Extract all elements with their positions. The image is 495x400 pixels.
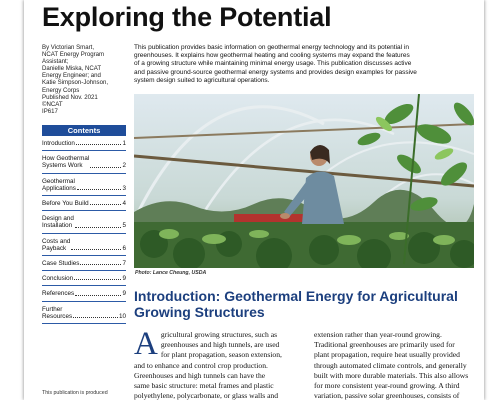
- toc-item[interactable]: [42, 215, 126, 229]
- section-heading: Introduction: Geothermal Energy for Agricultural Growing Structures: [134, 288, 458, 320]
- toc-item[interactable]: [42, 306, 126, 320]
- body-line: through automated climate controls, and generally: [314, 360, 467, 370]
- toc-item[interactable]: [42, 238, 126, 252]
- toc-page-number: 2: [122, 162, 126, 170]
- toc-page-number: 3: [122, 184, 126, 192]
- toc-list: [42, 140, 126, 324]
- toc-leader: [90, 203, 122, 205]
- page-title: Exploring the Potential: [42, 2, 332, 32]
- toc-divider: [42, 285, 126, 286]
- body-column-1: [134, 326, 294, 400]
- table-of-contents: [42, 125, 126, 324]
- author-line: Katie Simpson-Johnson,: [42, 79, 109, 87]
- body-line: for plant propagation, season extension,: [160, 350, 282, 360]
- author-line: ©NCAT: [42, 100, 63, 108]
- body-line: for more consistent year-round growing. A third: [314, 381, 460, 391]
- body-line: Greenhouses and high tunnels can have the: [134, 370, 266, 380]
- toc-page-number: 1: [122, 139, 126, 147]
- toc-divider: [42, 233, 126, 234]
- toc-page-number: 10: [118, 312, 126, 320]
- body-column-2: [314, 330, 474, 400]
- toc-page-number: 9: [122, 290, 126, 298]
- toc-leader: [76, 143, 122, 145]
- toc-leader: [77, 188, 122, 190]
- toc-item[interactable]: [42, 140, 126, 147]
- author-line: Energy Corps: [42, 86, 80, 94]
- summary-paragraph: [134, 44, 474, 85]
- body-line: polyethylene, polycarbonate, or glass walls and: [134, 391, 279, 400]
- toc-leader: [75, 294, 121, 296]
- toc-label: Design and Installation: [42, 215, 74, 230]
- author-line: Danielle Miska, NCAT: [42, 65, 102, 73]
- summary-line: and passive ground-source geothermal energy systems and provides design examples for passive: [134, 68, 417, 76]
- toc-item[interactable]: [42, 200, 126, 207]
- toc-divider: [42, 323, 126, 324]
- toc-leader: [73, 316, 118, 318]
- toc-label: Case Studies: [42, 259, 80, 267]
- summary-line: system design suited to agricultural operations.: [134, 76, 270, 84]
- body-line: built with more durable materials. This also allows: [314, 370, 469, 380]
- footer-note: This publication is produced: [42, 390, 108, 396]
- drop-cap: A: [134, 326, 158, 362]
- remaining-lines: [134, 361, 294, 400]
- author-info: [42, 44, 126, 115]
- author-line: Assistant;: [42, 58, 69, 66]
- toc-leader: [74, 278, 121, 280]
- contents-heading: Contents: [42, 125, 126, 136]
- toc-divider: [42, 173, 126, 174]
- toc-label: Conclusion: [42, 275, 74, 283]
- toc-divider: [42, 270, 126, 271]
- body-line: and to enhance and control crop production.: [134, 360, 268, 370]
- photo-credit: Photo: Lance Cheung, USDA: [135, 270, 207, 276]
- body-line: greenhouses and high tunnels, are used: [160, 340, 280, 350]
- toc-page-number: 7: [122, 259, 126, 267]
- toc-item[interactable]: [42, 290, 126, 297]
- body-line: same basic structure: metal frames and plastic: [134, 381, 274, 391]
- toc-item[interactable]: [42, 178, 126, 192]
- toc-label: Costs and Payback: [42, 237, 71, 252]
- toc-divider: [42, 210, 126, 211]
- body-line: extension rather than year-round growing.: [314, 330, 442, 339]
- author-line: NCAT Energy Program: [42, 51, 105, 59]
- toc-item[interactable]: [42, 155, 126, 169]
- sidebar: [42, 44, 126, 324]
- greenhouse-photo: [134, 94, 474, 268]
- toc-leader: [80, 263, 121, 265]
- toc-divider: [42, 150, 126, 151]
- toc-label: References: [42, 290, 75, 298]
- toc-divider: [42, 255, 126, 256]
- toc-leader: [75, 226, 122, 228]
- summary-line: This publication provides basic information on geothermal energy technology and its potential in: [134, 44, 409, 51]
- toc-divider: [42, 195, 126, 196]
- author-line: Energy Engineer; and: [42, 72, 101, 80]
- toc-item[interactable]: [42, 275, 126, 282]
- toc-item[interactable]: [42, 260, 126, 267]
- summary-line: of a growing structure while maintaining minimal energy usage. This publication discusses active: [134, 60, 412, 68]
- body-line: Traditional greenhouses are primarily used for: [314, 340, 455, 350]
- toc-label: Geothermal Applications: [42, 177, 76, 192]
- toc-leader: [71, 248, 121, 250]
- toc-label: Introduction: [42, 139, 75, 147]
- author-line: By Victorian Smart,: [42, 44, 95, 51]
- first-lines: [161, 330, 294, 361]
- toc-label: How Geothermal Systems Work: [42, 155, 90, 170]
- toc-label: Further Resources: [42, 305, 73, 320]
- body-line: variation, passive solar greenhouses, consists of: [314, 391, 460, 400]
- body-line: gricultural growing structures, such as: [160, 330, 278, 339]
- toc-label: Before You Build: [42, 199, 89, 207]
- toc-page-number: 5: [122, 222, 126, 230]
- toc-page-number: 4: [122, 199, 126, 207]
- summary-line: greenhouses. It explains how geothermal heating and cooling systems may expand the features: [134, 52, 410, 60]
- toc-leader: [90, 166, 121, 168]
- body-line: plant propagation, require heat usually provided: [314, 350, 460, 360]
- toc-page-number: 6: [122, 244, 126, 252]
- toc-page-number: 9: [122, 275, 126, 283]
- author-line: IP617: [42, 107, 58, 115]
- author-line: Published Nov. 2021: [42, 93, 98, 101]
- document-page: [24, 0, 484, 400]
- toc-divider: [42, 301, 126, 302]
